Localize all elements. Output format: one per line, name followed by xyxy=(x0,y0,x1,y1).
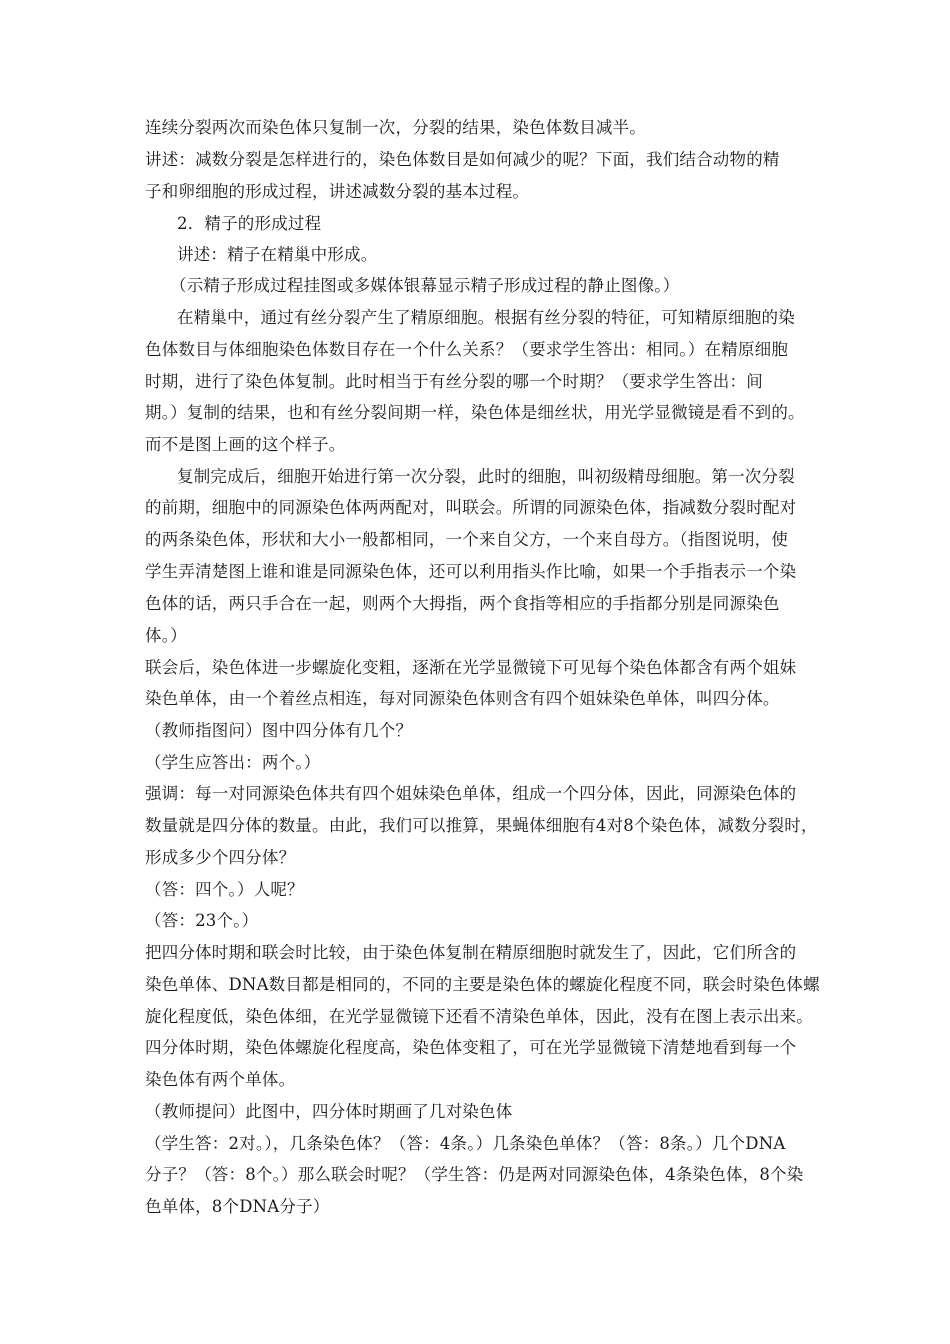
text-line: 子和卵细胞的形成过程，讲述减数分裂的基本过程。 xyxy=(145,182,530,201)
text-line: 复制完成后，细胞开始进行第一次分裂，此时的细胞，叫初级精母细胞。第一次分裂 xyxy=(177,467,795,486)
text-line: 色体的话，两只手合在一起，则两个大拇指，两个食指等相应的手指都分别是同源染色 xyxy=(145,594,780,613)
text-line: 时期，进行了染色体复制。此时相当于有丝分裂的哪一个时期？（要求学生答出：间 xyxy=(145,372,763,391)
text-line: 染色体有两个单体。 xyxy=(145,1070,296,1089)
text-line: 讲述：精子在精巢中形成。 xyxy=(177,245,378,264)
text-line: 体。） xyxy=(145,626,187,645)
text-line: 联会后，染色体进一步螺旋化变粗，逐渐在光学显微镜下可见每个染色体都含有两个姐妹 xyxy=(145,658,797,677)
text-line: 的两条染色体，形状和大小一般都相同，一个来自父方，一个来自母方。（指图说明，使 xyxy=(145,530,789,549)
text-line: （教师指图问）图中四分体有几个？ xyxy=(145,721,413,740)
text-line: 的前期，细胞中的同源染色体两两配对，叫联会。所谓的同源染色体，指减数分裂时配对 xyxy=(145,498,797,517)
text-line: 在精巢中，通过有丝分裂产生了精原细胞。根据有丝分裂的特征，可知精原细胞的染 xyxy=(177,308,795,327)
text-line: 形成多少个四分体？ xyxy=(145,848,296,867)
text-line: 把四分体时期和联会时比较，由于染色体复制在精原细胞时就发生了，因此，它们所含的 xyxy=(145,943,797,962)
text-line: 色体数目与体细胞染色体数目存在一个什么关系？（要求学生答出：相同。）在精原细胞 xyxy=(145,340,789,359)
text-line: （教师提问）此图中，四分体时期画了几对染色体 xyxy=(145,1102,513,1121)
text-line: 强调：每一对同源染色体共有四个姐妹染色单体，组成一个四分体，因此，同源染色体的 xyxy=(145,784,797,803)
text-line: 旋化程度低，染色体细，在光学显微镜下还看不清染色单体，因此，没有在图上表示出来。 xyxy=(145,1007,813,1026)
text-line: 数量就是四分体的数量。由此，我们可以推算，果蝇体细胞有4对8个染色体，减数分裂时， xyxy=(145,816,818,835)
text-line: 学生弄清楚图上谁和谁是同源染色体，还可以利用指头作比喻，如果一个手指表示一个染 xyxy=(145,562,797,581)
text-line: （答：四个。）人呢？ xyxy=(145,880,304,899)
text-line: （学生答：2对。），几条染色体？（答：4条。）几条染色单体？（答：8条。）几个DNA xyxy=(145,1134,786,1153)
text-line: 四分体时期，染色体螺旋化程度高，染色体变粗了，可在光学显微镜下清楚地看到每一个 xyxy=(145,1038,797,1057)
text-line: （答：23个。） xyxy=(145,911,259,930)
text-line: 染色单体、DNA数目都是相同的，不同的主要是染色体的螺旋化程度不同，联会时染色体螺 xyxy=(145,975,820,994)
text-line: 染色单体，由一个着丝点相连，每对同源染色体则含有四个姐妹染色单体，叫四分体。 xyxy=(145,689,780,708)
text-line: 讲述：减数分裂是怎样进行的，染色体数目是如何减少的呢？下面，我们结合动物的精 xyxy=(145,150,780,169)
text-line: 色单体，8个DNA分子） xyxy=(145,1197,330,1216)
text-line: 连续分裂两次而染色体只复制一次，分裂的结果，染色体数目减半。 xyxy=(145,118,646,137)
text-line: 分子？（答：8个。）那么联会时呢？（学生答：仍是两对同源染色体，4条染色体，8个染 xyxy=(145,1165,804,1184)
text-line: （示精子形成过程挂图或多媒体银幕显示精子形成过程的静止图像。） xyxy=(170,276,680,295)
text-line: 而不是图上画的这个样子。 xyxy=(145,435,346,454)
section-heading: 2．精子的形成过程 xyxy=(177,214,322,233)
text-line: （学生应答出：两个。） xyxy=(145,753,321,772)
text-line: 期。）复制的结果，也和有丝分裂间期一样，染色体是细丝状，用光学显微镜是看不到的。 xyxy=(145,403,805,422)
